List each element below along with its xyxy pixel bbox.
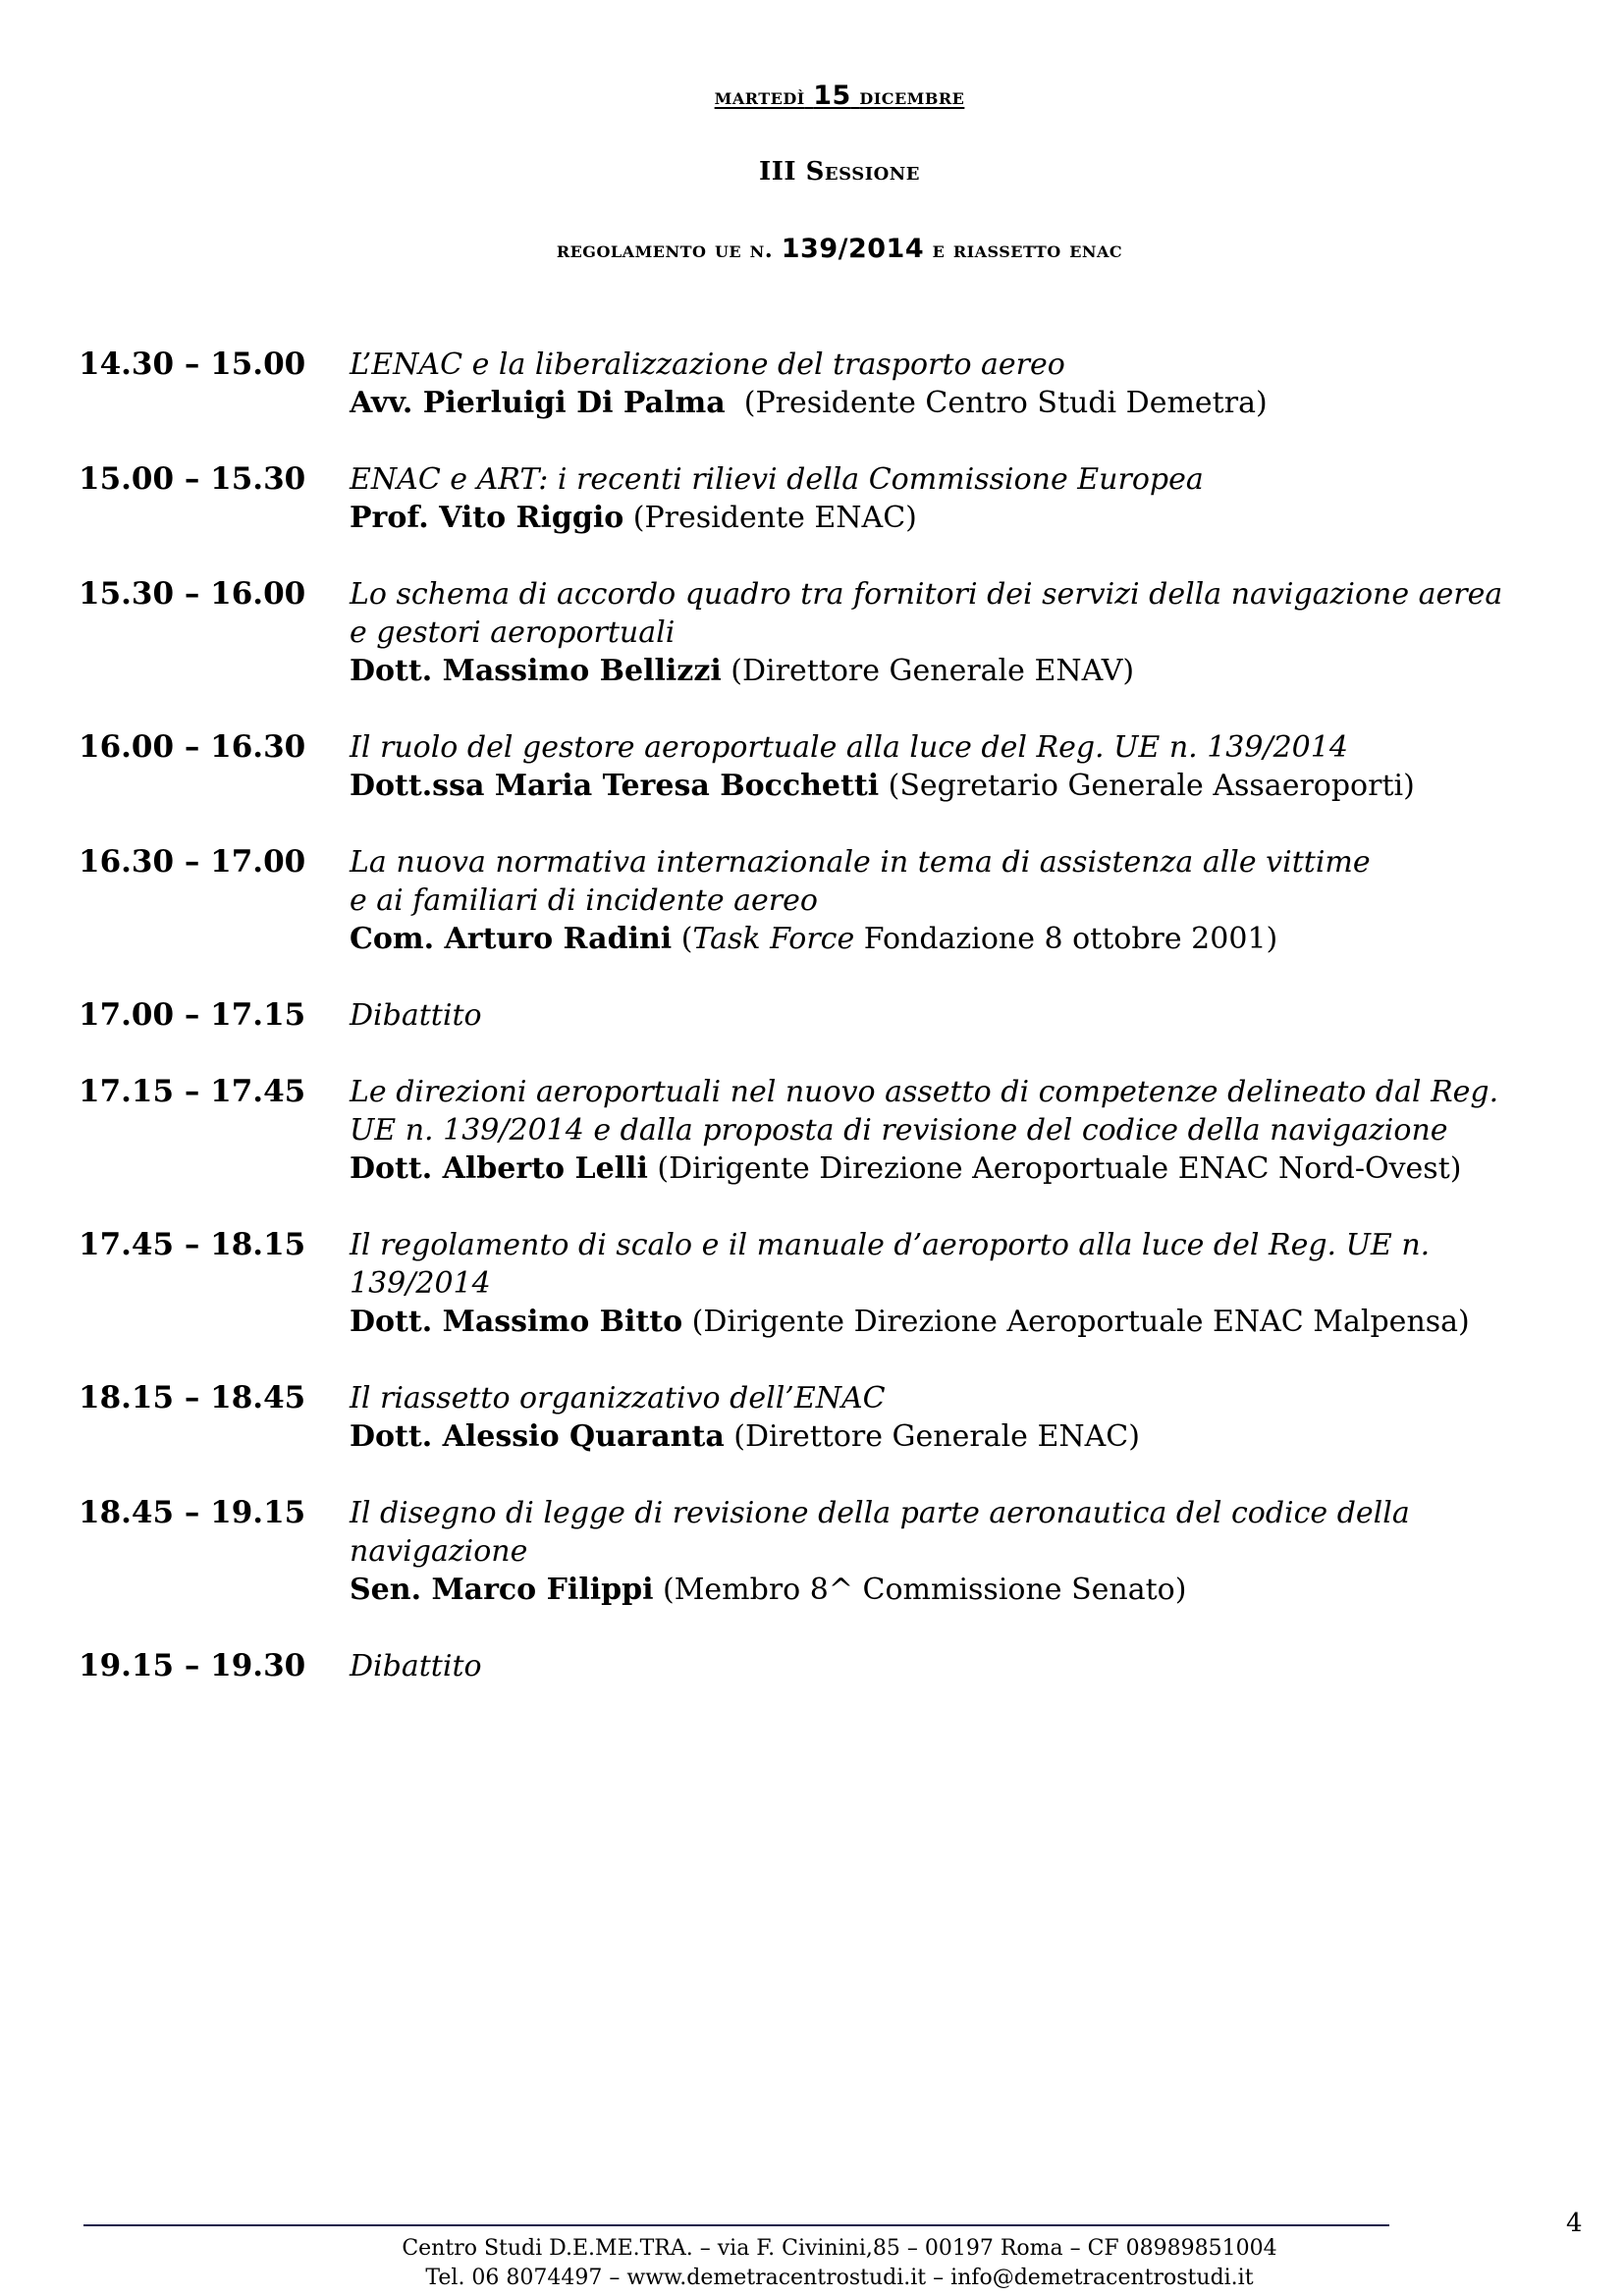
agenda-entry (79, 1494, 1571, 1609)
agenda-time: 15.00 – 15.30 (79, 461, 306, 497)
agenda-time: 19.15 – 19.30 (79, 1648, 306, 1683)
speaker-role: (Presidente Centro Studi Demetra) (725, 386, 1268, 420)
agenda-time: 17.15 – 17.45 (79, 1074, 306, 1109)
agenda-speaker-line (350, 1417, 1571, 1456)
agenda-title-line: La nuova normativa internazionale in tema di assistenza alle vittime (350, 845, 1371, 880)
agenda-time: 17.45 – 18.15 (79, 1227, 306, 1262)
agenda-content (350, 1226, 1571, 1341)
agenda-time: 17.00 – 17.15 (79, 997, 306, 1033)
topic-suffix: e riassetto enac (932, 237, 1123, 263)
agenda-time: 16.30 – 17.00 (79, 844, 306, 880)
agenda-content (350, 1379, 1571, 1456)
agenda-content (350, 346, 1571, 422)
agenda-entry (79, 996, 1571, 1035)
day-number: 15 (813, 80, 851, 111)
day-suffix: dicembre (859, 83, 965, 110)
agenda-time: 15.30 – 16.00 (79, 576, 306, 612)
agenda-title-line: Il regolamento di scalo e il manuale d’aeroporto alla luce del Reg. UE n. (350, 1228, 1431, 1262)
agenda-entry (79, 1073, 1571, 1188)
agenda-time: 18.45 – 19.15 (79, 1495, 306, 1530)
speaker-name: Sen. Marco Filippi (350, 1573, 654, 1607)
session-heading (0, 157, 1624, 187)
agenda-entry (79, 728, 1571, 805)
speaker-role: (Dirigente Direzione Aeroportuale ENAC Nord-Ovest) (647, 1151, 1462, 1186)
agenda-title-line: Lo schema di accordo quadro tra fornitori dei servizi della navigazione aerea (350, 577, 1503, 612)
agenda-title-line: ENAC e ART: i recenti rilievi della Commissione Europea (350, 462, 1204, 497)
agenda-title-line: Il riassetto organizzativo dell’ENAC (350, 1381, 886, 1415)
topic-heading (0, 234, 1624, 264)
agenda-content (350, 843, 1571, 958)
session-word: Sessione (805, 157, 920, 187)
speaker-role: (Direttore Generale ENAV) (721, 654, 1135, 688)
agenda-title-line: L’ENAC e la liberalizzazione del trasporto aereo (350, 347, 1065, 382)
agenda-speaker-line (350, 499, 1571, 537)
agenda-entry (79, 1226, 1571, 1341)
speaker-name: Prof. Vito Riggio (350, 501, 624, 535)
agenda-content (350, 1073, 1571, 1188)
agenda-title-line: Le direzioni aeroportuali nel nuovo assetto di competenze delineato dal Reg. (350, 1075, 1499, 1109)
agenda-entry (79, 843, 1571, 958)
agenda-content (350, 996, 1571, 1035)
agenda-speaker-line (350, 1303, 1571, 1341)
agenda-title-line: Dibattito (350, 998, 482, 1033)
agenda-title-line: e gestori aeroportuali (350, 615, 676, 650)
agenda-time: 18.15 – 18.45 (79, 1380, 306, 1415)
agenda-entry (79, 346, 1571, 422)
agenda-speaker-line (350, 1149, 1571, 1188)
speaker-role: (Direttore Generale ENAC) (724, 1419, 1140, 1454)
session-roman: III (759, 157, 797, 187)
agenda-title-line: UE n. 139/2014 e dalla proposta di revisione del codice della navigazione (350, 1113, 1448, 1148)
agenda-time: 14.30 – 15.00 (79, 347, 306, 382)
agenda-title-line: 139/2014 (350, 1266, 491, 1301)
agenda-time: 16.00 – 16.30 (79, 729, 306, 765)
agenda-entry (79, 575, 1571, 690)
speaker-role: Fondazione 8 ottobre 2001) (854, 922, 1278, 956)
speaker-role: (Dirigente Direzione Aeroportuale ENAC Malpensa) (682, 1305, 1470, 1339)
agenda-title-line: Il ruolo del gestore aeroportuale alla luce del Reg. UE n. 139/2014 (350, 730, 1348, 765)
speaker-role: (Membro 8^ Commissione Senato) (653, 1573, 1187, 1607)
day-prefix: martedì (714, 83, 805, 110)
speaker-name: Dott. Massimo Bellizzi (350, 654, 722, 688)
speaker-name: Com. Arturo Radini (350, 922, 673, 956)
speaker-role-italic: Task Force (692, 922, 855, 956)
agenda-title-line: navigazione (350, 1534, 528, 1569)
speaker-name: Avv. Pierluigi Di Palma (350, 386, 726, 420)
agenda-speaker-line (350, 920, 1571, 958)
page-number: 4 (1566, 2209, 1583, 2238)
agenda-title-line: Il disegno di legge di revisione della parte aeronautica del codice della (350, 1496, 1410, 1530)
agenda-entry (79, 1647, 1571, 1685)
topic-prefix: regolamento ue n. (556, 237, 774, 263)
agenda-list (79, 346, 1571, 1724)
footer-divider (83, 2224, 1389, 2226)
agenda-speaker-line (350, 1571, 1571, 1609)
day-heading (0, 80, 1624, 111)
speaker-role: (Presidente ENAC) (623, 501, 917, 535)
agenda-speaker-line (350, 767, 1571, 805)
agenda-title-line: Dibattito (350, 1649, 482, 1683)
speaker-name: Dott. Alberto Lelli (350, 1151, 648, 1186)
agenda-content (350, 728, 1571, 805)
agenda-speaker-line (350, 384, 1571, 422)
speaker-role: ( (672, 922, 693, 956)
agenda-title-line: e ai familiari di incidente aereo (350, 883, 818, 918)
agenda-content (350, 1647, 1571, 1685)
agenda-content (350, 1494, 1571, 1609)
agenda-entry (79, 1379, 1571, 1456)
speaker-name: Dott. Alessio Quaranta (350, 1419, 725, 1454)
agenda-entry (79, 460, 1571, 537)
agenda-content (350, 575, 1571, 690)
speaker-name: Dott. Massimo Bitto (350, 1305, 683, 1339)
speaker-role: (Segretario Generale Assaeroporti) (879, 769, 1415, 803)
agenda-content (350, 460, 1571, 537)
speaker-name: Dott.ssa Maria Teresa Bocchetti (350, 769, 880, 803)
footer-contacts: Tel. 06 8074497 – www.demetracentrostudi.it – info@demetracentrostudi.it (425, 2266, 1254, 2290)
footer-address: Centro Studi D.E.ME.TRA. – via F. Civinini,85 – 00197 Roma – CF 08989851004 (402, 2236, 1277, 2261)
agenda-speaker-line (350, 652, 1571, 690)
topic-number: 139/2014 (781, 234, 925, 264)
